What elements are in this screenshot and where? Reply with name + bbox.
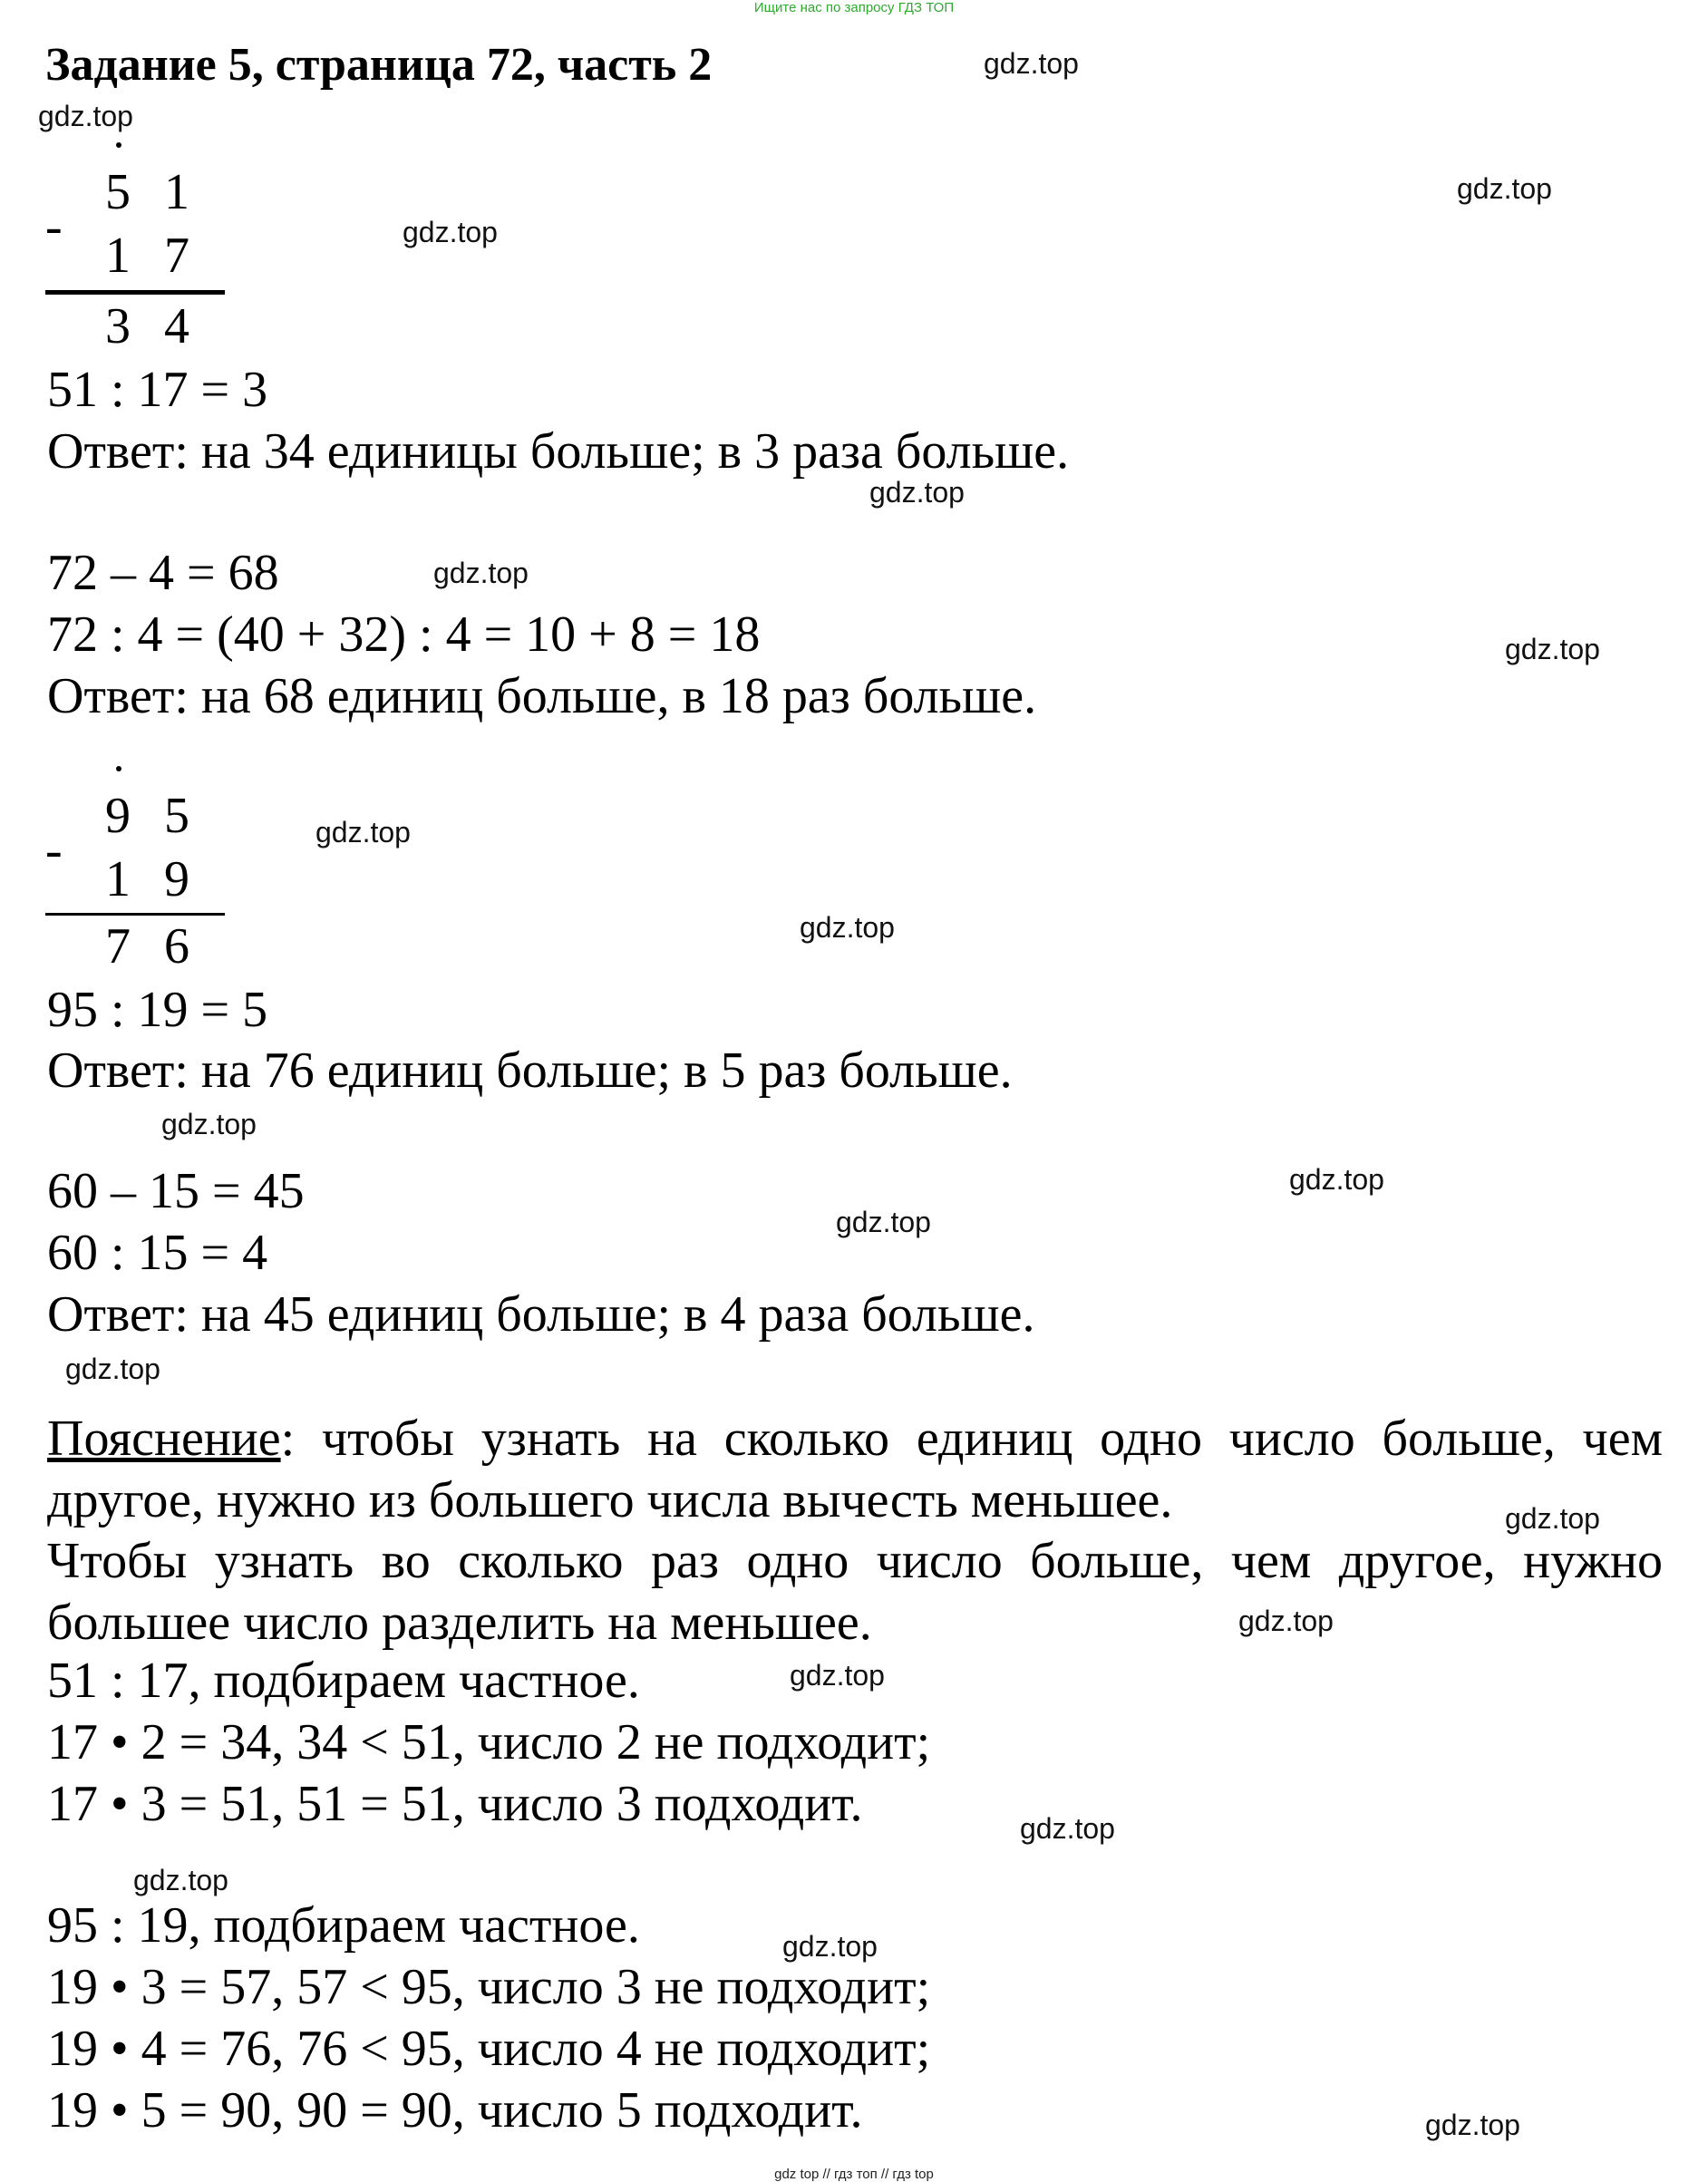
result-line [45, 913, 225, 916]
watermark: gdz.top [433, 557, 529, 589]
top-search-hint[interactable]: Ищите нас по запросу ГДЗ ТОП [753, 0, 955, 15]
watermark: gdz.top [133, 1864, 228, 1896]
explanation-line: 51 : 17, подбираем частное. [47, 1653, 640, 1709]
watermark: gdz.top [1425, 2109, 1520, 2141]
digit: 5 [164, 788, 189, 844]
watermark: gdz.top [836, 1206, 931, 1238]
equation-line: 60 – 15 = 45 [47, 1163, 305, 1219]
digit: 4 [164, 298, 189, 354]
explanation-line: 17 • 2 = 34, 34 < 51, число 2 не подходит; [47, 1714, 931, 1770]
answer-line: Ответ: на 76 единиц больше; в 5 раз больше. [47, 1043, 1013, 1099]
digit: 1 [105, 851, 131, 907]
equation-line: 72 – 4 = 68 [47, 545, 279, 601]
digit: 5 [105, 164, 131, 220]
watermark: gdz.top [790, 1659, 885, 1692]
explanation-line: 95 : 19, подбираем частное. [47, 1897, 640, 1954]
footer-links[interactable]: gdz top // гдз топ // гдз top [774, 2167, 934, 2182]
page-title: Задание 5, страница 72, часть 2 [45, 39, 713, 91]
equation-line: 72 : 4 = (40 + 32) : 4 = 10 + 8 = 18 [47, 606, 761, 663]
watermark: gdz.top [1238, 1605, 1334, 1637]
explanation-paragraph: Чтобы узнать во сколько раз одно число больше, чем другое, нужно большее число разделить на меньшее. [47, 1533, 1663, 1651]
watermark: gdz.top [800, 911, 895, 944]
watermark: gdz.top [161, 1108, 257, 1140]
result-line [45, 290, 225, 295]
digit: 7 [105, 918, 131, 975]
watermark: gdz.top [1289, 1163, 1384, 1196]
watermark: gdz.top [1505, 1502, 1600, 1535]
watermark: gdz.top [1457, 172, 1552, 205]
digit: 1 [164, 164, 189, 220]
explanation-line: 17 • 3 = 51, 51 = 51, число 3 подходит. [47, 1776, 863, 1832]
digit: 6 [164, 918, 189, 975]
watermark: gdz.top [782, 1930, 878, 1963]
explanation-text: : чтобы узнать на сколько единиц одно число больше, чем другое, нужно из большего числа вычесть меньшее. [47, 1411, 1663, 1528]
equation-line: 60 : 15 = 4 [47, 1225, 268, 1281]
minus-sign: - [45, 199, 63, 255]
explanation-line: 19 • 3 = 57, 57 < 95, число 3 не подходит; [47, 1959, 931, 2015]
explanation-line: 19 • 5 = 90, 90 = 90, число 5 подходит. [47, 2082, 863, 2138]
minus-sign: - [45, 822, 63, 878]
borrow-dot [116, 142, 121, 148]
watermark: gdz.top [38, 100, 133, 132]
watermark: gdz.top [1020, 1812, 1115, 1845]
digit: 9 [105, 788, 131, 844]
answer-line: Ответ: на 45 единиц больше; в 4 раза больше. [47, 1286, 1035, 1343]
explanation-line: 19 • 4 = 76, 76 < 95, число 4 не подходит; [47, 2021, 931, 2077]
explanation-paragraph [47, 1408, 1663, 1531]
watermark: gdz.top [1505, 633, 1600, 665]
digit: 9 [164, 851, 189, 907]
watermark: gdz.top [315, 816, 411, 849]
equation-line: 95 : 19 = 5 [47, 982, 268, 1038]
watermark: gdz.top [984, 47, 1079, 80]
borrow-dot [116, 766, 121, 771]
answer-line: Ответ: на 68 единиц больше, в 18 раз больше. [47, 668, 1037, 724]
digit: 1 [105, 228, 131, 284]
explanation-label: Пояснение [47, 1411, 281, 1467]
watermark: gdz.top [403, 216, 498, 248]
answer-line: Ответ: на 34 единицы больше; в 3 раза больше. [47, 423, 1070, 480]
digit: 3 [105, 298, 131, 354]
watermark: gdz.top [869, 476, 965, 509]
equation-line: 51 : 17 = 3 [47, 362, 268, 418]
watermark: gdz.top [65, 1353, 160, 1385]
digit: 7 [164, 228, 189, 284]
